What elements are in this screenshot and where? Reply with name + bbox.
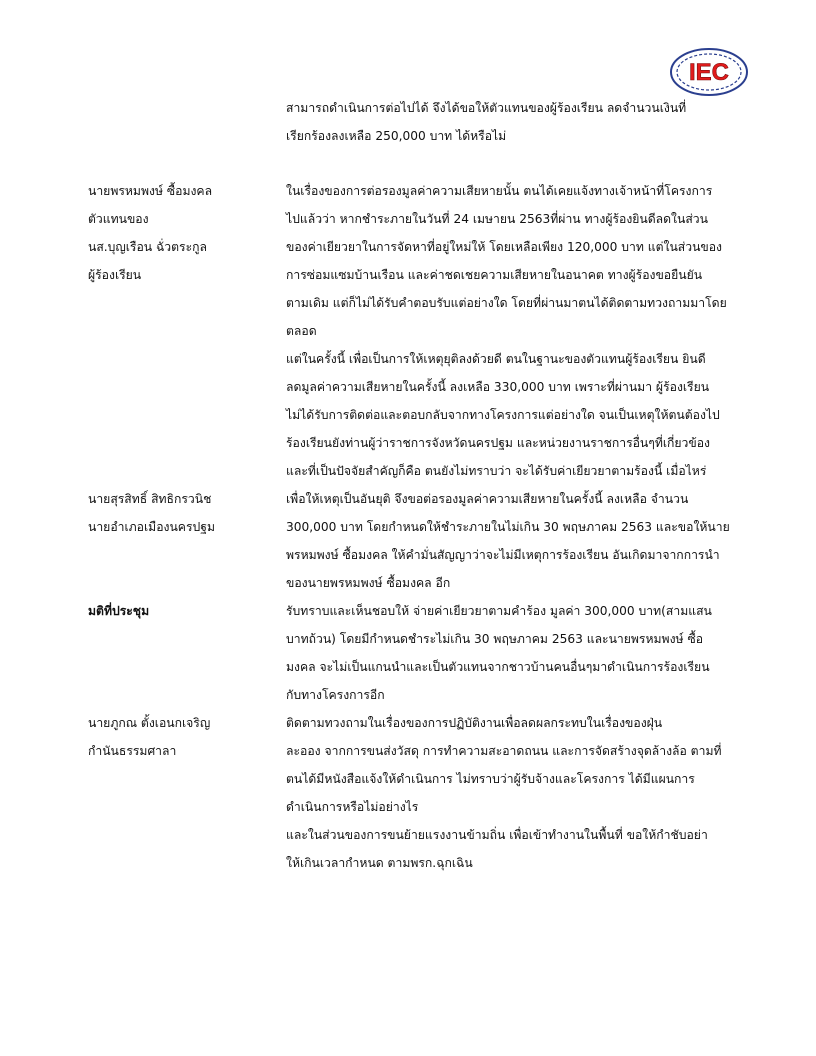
body-text-line: ให้เกินเวลากำหนด ตามพรก.ฉุกเฉิน <box>286 856 473 870</box>
body-text-line: ในเรื่องของการต่อรองมูลค่าความเสียหายนั้น ตนได้เคยแจ้งทางเจ้าหน้าที่โครงการ <box>286 184 713 198</box>
body-text-line: แต่ในครั้งนี้ เพื่อเป็นการให้เหตุยุติลงด้วยดี ตนในฐานะของตัวแทนผู้ร้องเรียน ยินดี <box>286 352 706 366</box>
body-text-line: ละออง จากการขนส่งวัสดุ การทำความสะอาดถนน และการจัดสร้างจุดล้างล้อ ตามที่ <box>286 744 722 758</box>
resolution-heading: มติที่ประชุม <box>88 604 150 618</box>
speaker-name: นายสุรสิทธิ์ สิทธิกรวนิช <box>88 492 212 506</box>
body-text-line: ตนได้มีหนังสือแจ้งให้ดำเนินการ ไม่ทราบว่าผู้รับจ้างและโครงการ ได้มีแผนการ <box>286 772 695 786</box>
body-text-line: ของค่าเยียวยาในการจัดหาที่อยู่ใหม่ให้ โดยเหลือเพียง 120,000 บาท แต่ในส่วนของ <box>286 240 723 254</box>
body-text-line: สามารถดำเนินการต่อไปได้ จึงได้ขอให้ตัวแทนของผู้ร้องเรียน ลดจำนวนเงินที่ <box>286 101 687 115</box>
body-text-line: ดำเนินการหรือไม่อย่างไร <box>286 800 419 814</box>
speaker-role: นส.บุญเรือน ฉั่วตระกูล <box>88 240 208 254</box>
body-text-line: ตามเดิม แต่ก็ไม่ได้รับคำตอบรับแต่อย่างใด โดยที่ผ่านมาตนได้ติดตามทวงถามมาโดย <box>286 296 727 310</box>
body-text-line: ของนายพรหมพงษ์ ซื้อมงคล อีก <box>286 576 451 590</box>
body-text-line: การซ่อมแซมบ้านเรือน และค่าชดเชยความเสียหายในอนาคต ทางผู้ร้องขอยืนยัน <box>286 268 703 282</box>
speaker-name: นายภูกณ ตั้งเอนกเจริญ <box>88 716 211 730</box>
body-text-line: เรียกร้องลงเหลือ 250,000 บาท ได้หรือไม่ <box>286 129 507 143</box>
body-text-line: พรหมพงษ์ ซื้อมงคล ให้คำมั่นสัญญาว่าจะไม่มีเหตุการร้องเรียน อันเกิดมาจากการนำ <box>286 548 720 562</box>
speaker-role: ผู้ร้องเรียน <box>88 268 142 282</box>
body-text-line: ลดมูลค่าความเสียหายในครั้งนี้ ลงเหลือ 330,000 บาท เพราะที่ผ่านมา ผู้ร้องเรียน <box>286 380 710 394</box>
body-text-line: บาทถ้วน) โดยมีกำหนดชำระไม่เกิน 30 พฤษภาคม 2563 และนายพรหมพงษ์ ซื้อ <box>286 632 704 646</box>
svg-text:IEC: IEC <box>688 59 730 86</box>
speaker-role: ตัวแทนของ <box>88 212 149 226</box>
iec-logo <box>668 46 750 98</box>
speaker-role: นายอำเภอเมืองนครปฐม <box>88 520 215 534</box>
body-text-line: ไม่ได้รับการติดต่อและตอบกลับจากทางโครงการแต่อย่างใด จนเป็นเหตุให้ตนต้องไป <box>286 408 720 422</box>
iec-logo-graphic <box>668 46 750 98</box>
body-text-line: ตลอด <box>286 324 317 338</box>
body-text-line: รับทราบและเห็นชอบให้ จ่ายค่าเยียวยาตามคำร้อง มูลค่า 300,000 บาท(สามแสน <box>286 604 712 618</box>
body-text-line: ไปแล้วว่า หากชำระภายในวันที่ 24 เมษายน 2563ที่ผ่าน ทางผู้ร้องยินดีลดในส่วน <box>286 212 708 226</box>
speaker-name: นายพรหมพงษ์ ซื้อมงคล <box>88 184 213 198</box>
body-text-line: และที่เป็นปัจจัยสำคัญก็คือ ตนยังไม่ทราบว่า จะได้รับค่าเยียวยาตามร้องนี้ เมื่อไหร่ <box>286 464 707 478</box>
body-text-line: กับทางโครงการอีก <box>286 688 385 702</box>
body-text-line: 300,000 บาท โดยกำหนดให้ชำระภายในไม่เกิน 30 พฤษภาคม 2563 และขอให้นาย <box>286 520 730 534</box>
speaker-role: กำนันธรรมศาลา <box>88 744 177 758</box>
body-text-line: มงคล จะไม่เป็นแกนนำและเป็นตัวแทนจากชาวบ้านคนอื่นๆมาดำเนินการร้องเรียน <box>286 660 710 674</box>
body-text-line: ร้องเรียนยังท่านผู้ว่าราชการจังหวัดนครปฐม และหน่วยงานราชการอื่นๆที่เกี่ยวข้อง <box>286 436 710 450</box>
body-text-line: เพื่อให้เหตุเป็นอันยุติ จึงขอต่อรองมูลค่าความเสียหายในครั้งนี้ ลงเหลือ จำนวน <box>286 492 689 506</box>
body-text-line: ติดตามทวงถามในเรื่องของการปฏิบัติงานเพื่อลดผลกระทบในเรื่องของฝุ่น <box>286 716 663 730</box>
body-text-line: และในส่วนของการขนย้ายแรงงานข้ามถิ่น เพื่อเข้าทำงานในพื้นที่ ขอให้กำชับอย่า <box>286 828 708 842</box>
